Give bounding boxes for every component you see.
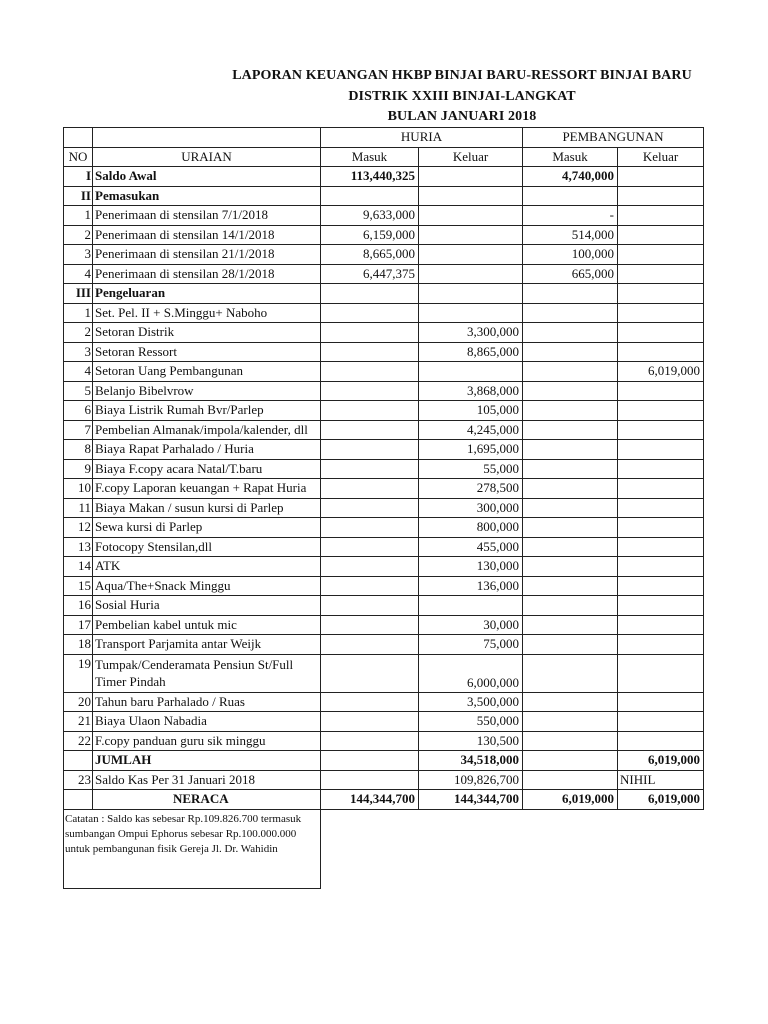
row-label: Sewa kursi di Parlep — [93, 518, 321, 538]
row-pembangunan-masuk: 4,740,000 — [523, 167, 618, 187]
row-label: Setoran Uang Pembangunan — [93, 362, 321, 382]
row-huria-masuk — [321, 576, 419, 596]
table-row — [64, 596, 704, 616]
header-no: NO — [64, 147, 93, 167]
table-row — [64, 731, 704, 751]
table-row — [64, 479, 704, 499]
row-pembangunan-keluar — [618, 596, 704, 616]
row-label: Fotocopy Stensilan,dll — [93, 537, 321, 557]
row-pembangunan-masuk — [523, 284, 618, 304]
row-pembangunan-keluar — [618, 342, 704, 362]
row-huria-keluar — [419, 362, 523, 382]
row-huria-masuk: 6,159,000 — [321, 225, 419, 245]
header-huria: HURIA — [321, 128, 523, 148]
row-huria-masuk — [321, 692, 419, 712]
row-huria-keluar: 130,500 — [419, 731, 523, 751]
header-blank-uraian — [93, 128, 321, 148]
row-pembangunan-masuk — [523, 615, 618, 635]
row-pembangunan-keluar — [618, 731, 704, 751]
row-huria-masuk: 144,344,700 — [321, 790, 419, 810]
row-pembangunan-keluar: 6,019,000 — [618, 790, 704, 810]
row-pembangunan-masuk — [523, 186, 618, 206]
row-huria-keluar — [419, 167, 523, 187]
row-pembangunan-masuk — [523, 362, 618, 382]
row-pembangunan-masuk — [523, 518, 618, 538]
row-huria-masuk — [321, 479, 419, 499]
row-label: Aqua/The+Snack Minggu — [93, 576, 321, 596]
row-pembangunan-keluar: 6,019,000 — [618, 751, 704, 771]
row-label: Belanjo Bibelvrow — [93, 381, 321, 401]
row-no: 13 — [64, 537, 93, 557]
row-no: 5 — [64, 381, 93, 401]
row-no: 2 — [64, 323, 93, 343]
table-row — [64, 712, 704, 732]
row-huria-keluar: 105,000 — [419, 401, 523, 421]
row-no: 1 — [64, 303, 93, 323]
row-huria-keluar — [419, 596, 523, 616]
report-district: DISTRIK XXIII BINJAI-LANGKAT — [348, 89, 576, 104]
header-pembangunan: PEMBANGUNAN — [523, 128, 704, 148]
row-pembangunan-keluar — [618, 167, 704, 187]
row-pembangunan-masuk: 100,000 — [523, 245, 618, 265]
row-pembangunan-keluar — [618, 420, 704, 440]
row-no: 8 — [64, 440, 93, 460]
row-huria-masuk: 113,440,325 — [321, 167, 419, 187]
row-no: I — [64, 167, 93, 187]
row-no: 9 — [64, 459, 93, 479]
row-label: Biaya Listrik Rumah Bvr/Parlep — [93, 401, 321, 421]
table-row — [64, 206, 704, 226]
row-huria-masuk — [321, 440, 419, 460]
table-row — [64, 303, 704, 323]
row-pembangunan-masuk — [523, 712, 618, 732]
row-no: 12 — [64, 518, 93, 538]
row-pembangunan-masuk — [523, 342, 618, 362]
row-huria-keluar: 1,695,000 — [419, 440, 523, 460]
header-huria-keluar: Keluar — [419, 147, 523, 167]
finance-table — [63, 127, 704, 889]
row-pembangunan-keluar — [618, 264, 704, 284]
row-no: 10 — [64, 479, 93, 499]
header-huria-masuk: Masuk — [321, 147, 419, 167]
table-row — [64, 225, 704, 245]
row-huria-keluar: 130,000 — [419, 557, 523, 577]
row-pembangunan-masuk: 665,000 — [523, 264, 618, 284]
row-no: 3 — [64, 245, 93, 265]
table-row — [64, 245, 704, 265]
row-no: 4 — [64, 362, 93, 382]
table-row — [64, 692, 704, 712]
row-huria-masuk: 9,633,000 — [321, 206, 419, 226]
row-pembangunan-masuk — [523, 459, 618, 479]
row-pembangunan-masuk — [523, 420, 618, 440]
table-row — [64, 440, 704, 460]
row-no — [64, 751, 93, 771]
row-pembangunan-keluar — [618, 557, 704, 577]
row-huria-masuk — [321, 751, 419, 771]
row-huria-masuk — [321, 362, 419, 382]
row-no: 19 — [64, 654, 93, 692]
row-no: II — [64, 186, 93, 206]
row-no: 16 — [64, 596, 93, 616]
table-row — [64, 537, 704, 557]
row-label: Pemasukan — [93, 186, 321, 206]
row-pembangunan-masuk — [523, 479, 618, 499]
row-pembangunan-keluar — [618, 323, 704, 343]
row-label: Penerimaan di stensilan 14/1/2018 — [93, 225, 321, 245]
row-huria-keluar: 55,000 — [419, 459, 523, 479]
row-pembangunan-keluar — [618, 654, 704, 692]
row-huria-masuk — [321, 557, 419, 577]
row-label: Biaya Makan / susun kursi di Parlep — [93, 498, 321, 518]
row-pembangunan-keluar — [618, 440, 704, 460]
row-pembangunan-masuk — [523, 635, 618, 655]
row-huria-keluar: 3,300,000 — [419, 323, 523, 343]
row-no: 17 — [64, 615, 93, 635]
row-no: 18 — [64, 635, 93, 655]
table-row — [64, 518, 704, 538]
row-huria-masuk — [321, 459, 419, 479]
row-huria-keluar: 144,344,700 — [419, 790, 523, 810]
note-blank — [321, 809, 704, 888]
row-label: Pembelian kabel untuk mic — [93, 615, 321, 635]
row-pembangunan-keluar — [618, 537, 704, 557]
row-pembangunan-keluar — [618, 479, 704, 499]
row-label: Setoran Ressort — [93, 342, 321, 362]
row-pembangunan-keluar: NIHIL — [618, 770, 704, 790]
table-row — [64, 576, 704, 596]
row-pembangunan-keluar — [618, 284, 704, 304]
header-pembangunan-masuk: Masuk — [523, 147, 618, 167]
row-pembangunan-keluar — [618, 615, 704, 635]
row-huria-keluar: 4,245,000 — [419, 420, 523, 440]
row-huria-masuk — [321, 401, 419, 421]
row-huria-masuk — [321, 635, 419, 655]
row-pembangunan-masuk — [523, 596, 618, 616]
table-row — [64, 342, 704, 362]
table-row — [64, 264, 704, 284]
row-huria-masuk — [321, 615, 419, 635]
row-huria-keluar — [419, 303, 523, 323]
table-row — [64, 498, 704, 518]
row-huria-masuk — [321, 381, 419, 401]
report-title: LAPORAN KEUANGAN HKBP BINJAI BARU-RESSORT BINJAI BARU — [232, 68, 692, 83]
row-huria-masuk — [321, 342, 419, 362]
row-pembangunan-keluar — [618, 381, 704, 401]
row-pembangunan-masuk — [523, 440, 618, 460]
row-no: 14 — [64, 557, 93, 577]
row-pembangunan-keluar — [618, 401, 704, 421]
table-row — [64, 635, 704, 655]
row-huria-masuk — [321, 186, 419, 206]
row-label: Pembelian Almanak/impola/kalender, dll — [93, 420, 321, 440]
row-huria-masuk: 6,447,375 — [321, 264, 419, 284]
row-no: 20 — [64, 692, 93, 712]
table-row — [64, 770, 704, 790]
table-row — [64, 557, 704, 577]
row-huria-keluar: 75,000 — [419, 635, 523, 655]
row-pembangunan-masuk — [523, 576, 618, 596]
header-blank-no — [64, 128, 93, 148]
row-huria-keluar: 3,500,000 — [419, 692, 523, 712]
row-huria-keluar: 455,000 — [419, 537, 523, 557]
table-row — [64, 323, 704, 343]
row-huria-masuk — [321, 654, 419, 692]
row-pembangunan-keluar — [618, 206, 704, 226]
row-label: NERACA — [93, 790, 321, 810]
header-uraian: URAIAN — [93, 147, 321, 167]
row-huria-masuk — [321, 284, 419, 304]
row-pembangunan-masuk — [523, 751, 618, 771]
row-pembangunan-masuk — [523, 654, 618, 692]
row-label: Set. Pel. II + S.Minggu+ Naboho — [93, 303, 321, 323]
row-huria-keluar: 550,000 — [419, 712, 523, 732]
row-pembangunan-masuk — [523, 770, 618, 790]
report-period: BULAN JANUARI 2018 — [387, 109, 537, 124]
row-label: F.copy Laporan keuangan + Rapat Huria — [93, 479, 321, 499]
row-huria-masuk: 8,665,000 — [321, 245, 419, 265]
table-row — [64, 186, 704, 206]
row-pembangunan-keluar — [618, 459, 704, 479]
row-huria-masuk — [321, 498, 419, 518]
table-row — [64, 790, 704, 810]
row-pembangunan-masuk: 6,019,000 — [523, 790, 618, 810]
row-huria-keluar: 8,865,000 — [419, 342, 523, 362]
row-label: Biaya F.copy acara Natal/T.baru — [93, 459, 321, 479]
row-no: 3 — [64, 342, 93, 362]
row-pembangunan-keluar — [618, 245, 704, 265]
row-huria-masuk — [321, 770, 419, 790]
row-label: Penerimaan di stensilan 28/1/2018 — [93, 264, 321, 284]
row-pembangunan-keluar — [618, 692, 704, 712]
table-row — [64, 401, 704, 421]
row-pembangunan-masuk — [523, 692, 618, 712]
row-no: 2 — [64, 225, 93, 245]
row-huria-keluar: 6,000,000 — [419, 654, 523, 692]
row-pembangunan-masuk: - — [523, 206, 618, 226]
row-pembangunan-keluar — [618, 303, 704, 323]
row-label: F.copy panduan guru sik minggu — [93, 731, 321, 751]
row-huria-masuk — [321, 420, 419, 440]
row-huria-keluar — [419, 206, 523, 226]
row-label: Sosial Huria — [93, 596, 321, 616]
row-no: 6 — [64, 401, 93, 421]
row-label: Biaya Ulaon Nabadia — [93, 712, 321, 732]
row-pembangunan-keluar — [618, 518, 704, 538]
row-pembangunan-keluar: 6,019,000 — [618, 362, 704, 382]
row-no: 21 — [64, 712, 93, 732]
row-huria-keluar — [419, 225, 523, 245]
row-pembangunan-masuk — [523, 731, 618, 751]
row-huria-keluar: 30,000 — [419, 615, 523, 635]
row-label: Tahun baru Parhalado / Ruas — [93, 692, 321, 712]
row-pembangunan-masuk — [523, 381, 618, 401]
table-row — [64, 420, 704, 440]
row-huria-masuk — [321, 303, 419, 323]
row-no: 23 — [64, 770, 93, 790]
row-huria-keluar — [419, 186, 523, 206]
row-huria-masuk — [321, 537, 419, 557]
row-huria-keluar — [419, 284, 523, 304]
row-huria-masuk — [321, 712, 419, 732]
row-pembangunan-keluar — [618, 635, 704, 655]
row-no: 1 — [64, 206, 93, 226]
table-row — [64, 167, 704, 187]
row-pembangunan-keluar — [618, 498, 704, 518]
header-pembangunan-keluar: Keluar — [618, 147, 704, 167]
row-no — [64, 790, 93, 810]
row-huria-masuk — [321, 596, 419, 616]
note-text: Catatan : Saldo kas sebesar Rp.109.826.700 termasuk sumbangan Ompui Ephorus sebesar Rp.100.000.000 untuk pembangunan fisik Gereja Jl. Dr. Wahidin — [64, 809, 321, 888]
row-label: Penerimaan di stensilan 7/1/2018 — [93, 206, 321, 226]
row-pembangunan-masuk — [523, 498, 618, 518]
row-label: Penerimaan di stensilan 21/1/2018 — [93, 245, 321, 265]
row-huria-keluar — [419, 264, 523, 284]
row-huria-keluar: 278,500 — [419, 479, 523, 499]
table-row — [64, 459, 704, 479]
row-pembangunan-keluar — [618, 186, 704, 206]
row-label: ATK — [93, 557, 321, 577]
row-no: 15 — [64, 576, 93, 596]
row-huria-keluar — [419, 245, 523, 265]
row-label: Transport Parjamita antar Weijk — [93, 635, 321, 655]
row-no: 22 — [64, 731, 93, 751]
row-pembangunan-keluar — [618, 225, 704, 245]
row-pembangunan-keluar — [618, 576, 704, 596]
row-huria-masuk — [321, 518, 419, 538]
row-label: Tumpak/Cenderamata Pensiun St/Full Timer Pindah — [93, 654, 321, 692]
row-pembangunan-masuk — [523, 537, 618, 557]
row-no: III — [64, 284, 93, 304]
table-row — [64, 654, 704, 692]
row-pembangunan-masuk — [523, 401, 618, 421]
row-pembangunan-masuk: 514,000 — [523, 225, 618, 245]
row-huria-keluar: 3,868,000 — [419, 381, 523, 401]
table-row — [64, 362, 704, 382]
table-row — [64, 751, 704, 771]
row-huria-masuk — [321, 323, 419, 343]
row-huria-masuk — [321, 731, 419, 751]
row-pembangunan-masuk — [523, 303, 618, 323]
row-label: Pengeluaran — [93, 284, 321, 304]
row-huria-keluar: 136,000 — [419, 576, 523, 596]
row-no: 4 — [64, 264, 93, 284]
row-label: Saldo Kas Per 31 Januari 2018 — [93, 770, 321, 790]
row-huria-keluar: 109,826,700 — [419, 770, 523, 790]
row-label: Saldo Awal — [93, 167, 321, 187]
row-no: 7 — [64, 420, 93, 440]
row-label: Setoran Distrik — [93, 323, 321, 343]
row-pembangunan-masuk — [523, 557, 618, 577]
table-row — [64, 615, 704, 635]
row-label: Biaya Rapat Parhalado / Huria — [93, 440, 321, 460]
row-huria-keluar: 800,000 — [419, 518, 523, 538]
row-no: 11 — [64, 498, 93, 518]
row-huria-keluar: 300,000 — [419, 498, 523, 518]
table-row — [64, 381, 704, 401]
table-row — [64, 284, 704, 304]
row-label: JUMLAH — [93, 751, 321, 771]
row-pembangunan-keluar — [618, 712, 704, 732]
row-huria-keluar: 34,518,000 — [419, 751, 523, 771]
row-pembangunan-masuk — [523, 323, 618, 343]
